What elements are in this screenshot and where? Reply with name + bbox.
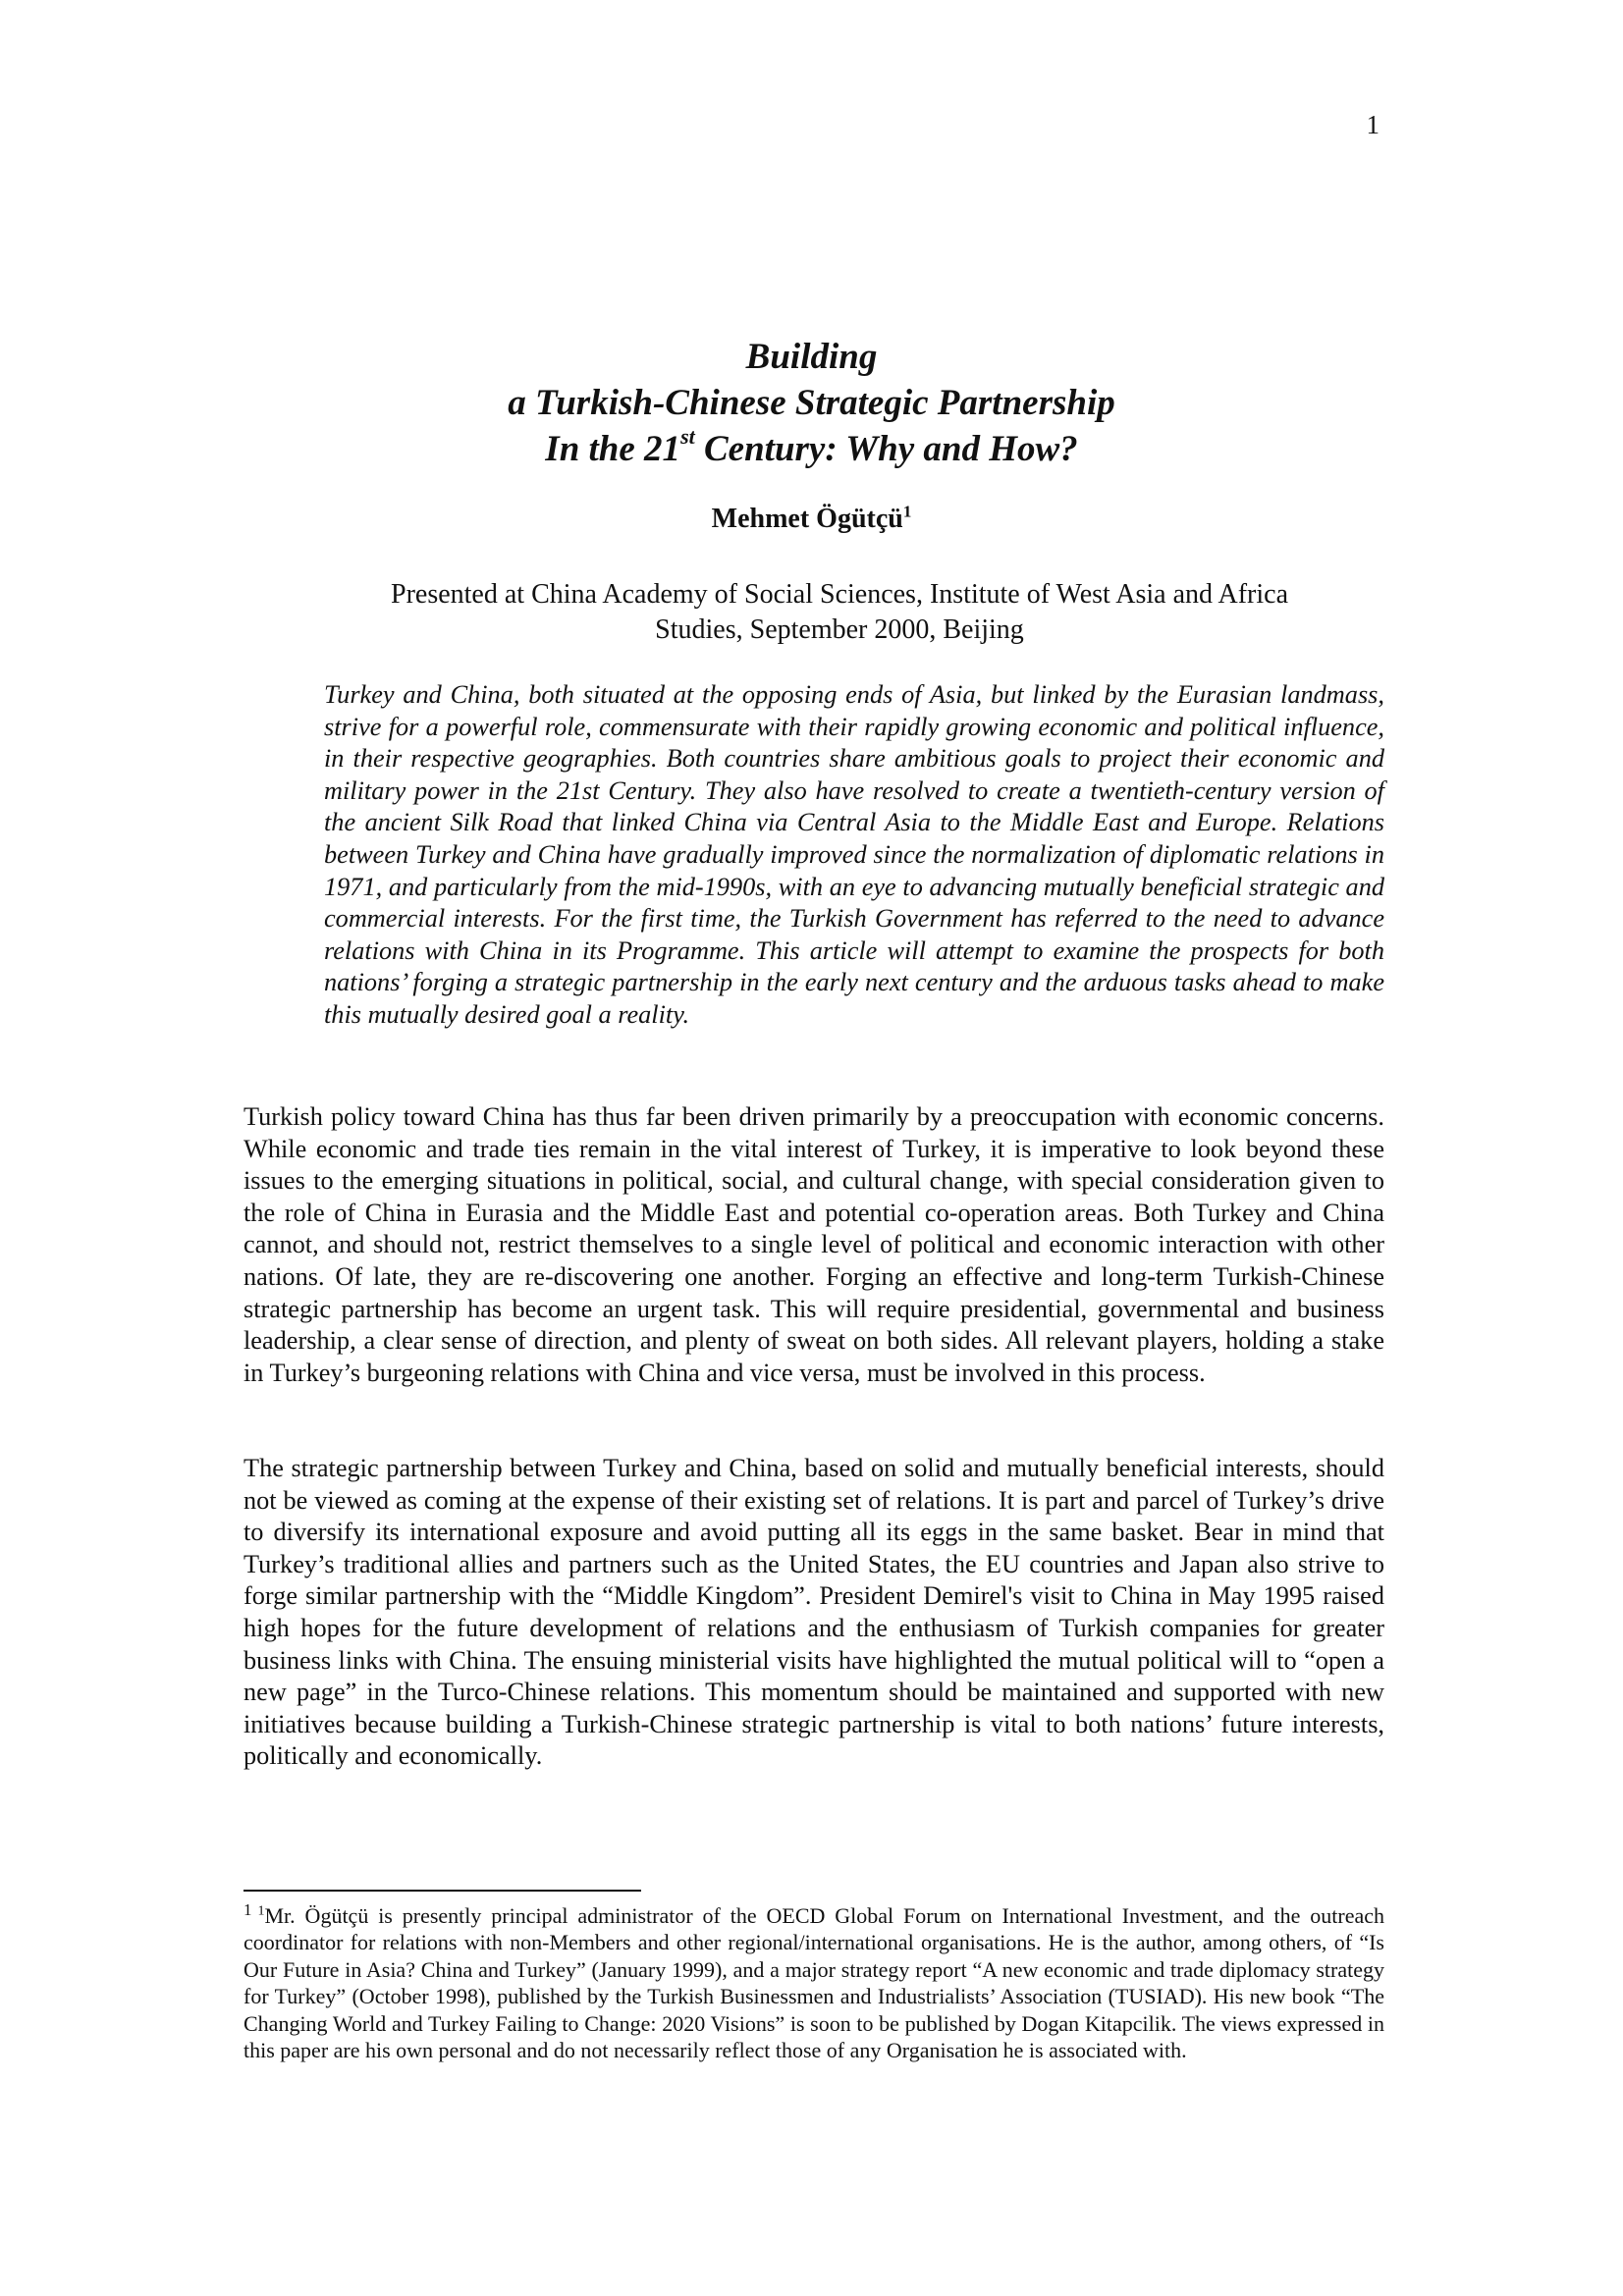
- author-footnote-mark[interactable]: 1: [902, 502, 912, 521]
- presentation-line-1: Presented at China Academy of Social Sciences, Institute of West Asia and Africa: [391, 579, 1288, 610]
- title-line-1: Building: [745, 337, 878, 377]
- title-line-3: [0, 423, 1623, 472]
- page-number: 1: [1366, 110, 1380, 139]
- paper-title: [0, 334, 1623, 472]
- author-line: [0, 504, 1623, 535]
- ordinal-suffix: st: [680, 423, 695, 449]
- footnote: [243, 1899, 1384, 2063]
- body-paragraph-2: The strategic partnership between Turkey and China, based on solid and mutually beneficial interests, should not be viewed as coming at the expense of their existing set of relations. It is part and parcel of Turkey’s drive to diversify its international exposure and avoid putting all its eggs in the same basket. Bear in mind that Turkey’s traditional allies and partners such as the United States, the EU countries and Japan also strive to forge similar partnership with the “Middle Kingdom”. President Demirel's visit to China in May 1995 raised high hopes for the future development of relations and the enthusiasm of Turkish companies for greater business links with China. The ensuing ministerial visits have highlighted the mutual political will to “open a new page” in the Turco-Chinese relations. This momentum should be maintained and supported with new initiatives because building a Turkish-Chinese strategic partnership is vital to both nations’ future interests, politically and economically.: [243, 1454, 1384, 1771]
- footnote-inner-mark: 1: [257, 1903, 265, 1919]
- footnote-separator: [243, 1890, 641, 1892]
- title-line-3-end: Century: Why and How?: [694, 429, 1078, 469]
- title-line-2: a Turkish-Chinese Strategic Partnership: [508, 383, 1115, 423]
- abstract: Turkey and China, both situated at the opposing ends of Asia, but linked by the Eurasian landmass, strive for a powerful role, commensurate with their rapidly growing economic and political influence, in their respective geographies. Both countries share ambitious goals to project their economic and military power in the 21st Century. They also have resolved to create a twentieth-century version of the ancient Silk Road that linked China via Central Asia to the Middle East and Europe. Relations between Turkey and China have gradually improved since the normalization of diplomatic relations in 1971, and particularly from the mid-1990s, with an eye to advancing mutually beneficial strategic and commercial interests. For the first time, the Turkish Government has referred to the need to advance relations with China in its Programme. This article will attempt to examine the prospects for both nations’ forging a strategic partnership in the early next century and the arduous tasks ahead to make this mutually desired goal a reality.: [324, 680, 1384, 1029]
- presentation-line-2: Studies, September 2000, Beijing: [655, 614, 1024, 645]
- presentation-note: [324, 577, 1355, 648]
- author-name: Mehmet Ögütçü: [711, 504, 903, 534]
- footnote-text: Mr. Ögütçü is presently principal administrator of the OECD Global Forum on International Investment, and the outreach coordinator for relations with non-Members and other regional/international organisations. He is the author, among others, of “Is Our Future in Asia? China and Turkey” (January 1999), and a major strategy report “A new economic and trade diplomacy strategy for Turkey” (October 1998), published by the Turkish Businessmen and Industrialists’ Association (TUSIAD). His new book “The Changing World and Turkey Failing to Change: 2020 Visions” is soon to be published by Dogan Kitapcilik. The views expressed in this paper are his own personal and do not necessarily reflect those of any Organisation he is associated with.: [243, 1903, 1384, 2063]
- footnote-mark: 1: [243, 1899, 252, 1919]
- title-line-3-start: In the 21: [545, 429, 681, 469]
- body-paragraph-1: Turkish policy toward China has thus far been driven primarily by a preoccupation with economic concerns. While economic and trade ties remain in the vital interest of Turkey, it is imperative to look beyond these issues to the emerging situations in political, social, and cultural change, with special consideration given to the role of China in Eurasia and the Middle East and potential co-operation areas. Both Turkey and China cannot, and should not, restrict themselves to a single level of political and economic interaction with other nations. Of late, they are re-discovering one another. Forging an effective and long-term Turkish-Chinese strategic partnership has become an urgent task. This will require presidential, governmental and business leadership, a clear sense of direction, and plenty of sweat on both sides. All relevant players, holding a stake in Turkey’s burgeoning relations with China and vice versa, must be involved in this process.: [243, 1102, 1384, 1387]
